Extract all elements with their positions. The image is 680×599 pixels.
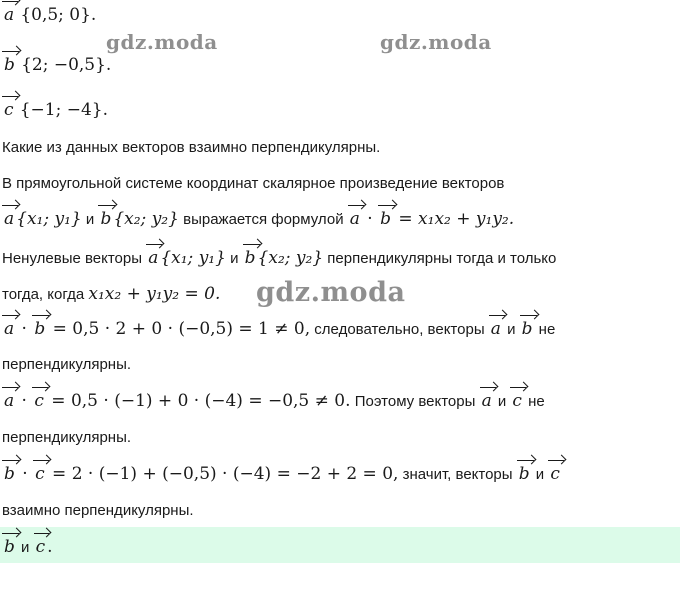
calc-ab: a · b = 0,5 · 2 + 0 · (−0,5) = 1 ≠ 0, следовательно, векторы a и b не <box>4 319 556 339</box>
calc-ab-line-2: перпендикулярны. <box>2 356 132 373</box>
answer-text: b и c . <box>4 537 53 557</box>
calc-ac: a · c = 0,5 · (−1) + 0 · (−4) = −0,5 ≠ 0. Поэтому векторы a и c не <box>4 391 545 411</box>
calc-bc: b · c = 2 · (−1) + (−0,5) · (−4) = −2 + 2 = 0, значит, векторы b и c <box>4 464 560 484</box>
watermark: gdz.moda <box>256 277 406 308</box>
theory-line-3: Ненулевые векторы a {x₁; y₁} и b {x₂; y₂} перпендикулярны тогда и только <box>2 248 557 268</box>
given-b: b {2; −0,5}. <box>4 55 112 75</box>
theory-line-2: a {x₁; y₁} и b {x₂; y₂} выражается формулой a · b = x₁x₂ + y₁y₂. <box>4 209 515 229</box>
vector-a: a <box>4 5 15 25</box>
vector-c: c <box>4 100 14 120</box>
watermark: gdz.moda <box>380 30 492 54</box>
calc-ac-line-2: перпендикулярны. <box>2 429 132 446</box>
theory-line-1: В прямоугольной системе координат скалярное произведение векторов <box>2 175 505 192</box>
vector-b: b <box>4 55 15 75</box>
watermark: gdz.moda <box>106 30 218 54</box>
given-c: c {−1; −4}. <box>4 100 108 120</box>
answer-highlight <box>0 527 680 563</box>
given-a: a {0,5; 0}. <box>4 5 97 25</box>
calc-bc-line-2: взаимно перпендикулярны. <box>2 502 194 519</box>
question: Какие из данных векторов взаимно перпендикулярны. <box>2 139 381 156</box>
theory-line-4: тогда, когда x₁x₂ + y₁y₂ = 0. <box>2 284 221 304</box>
